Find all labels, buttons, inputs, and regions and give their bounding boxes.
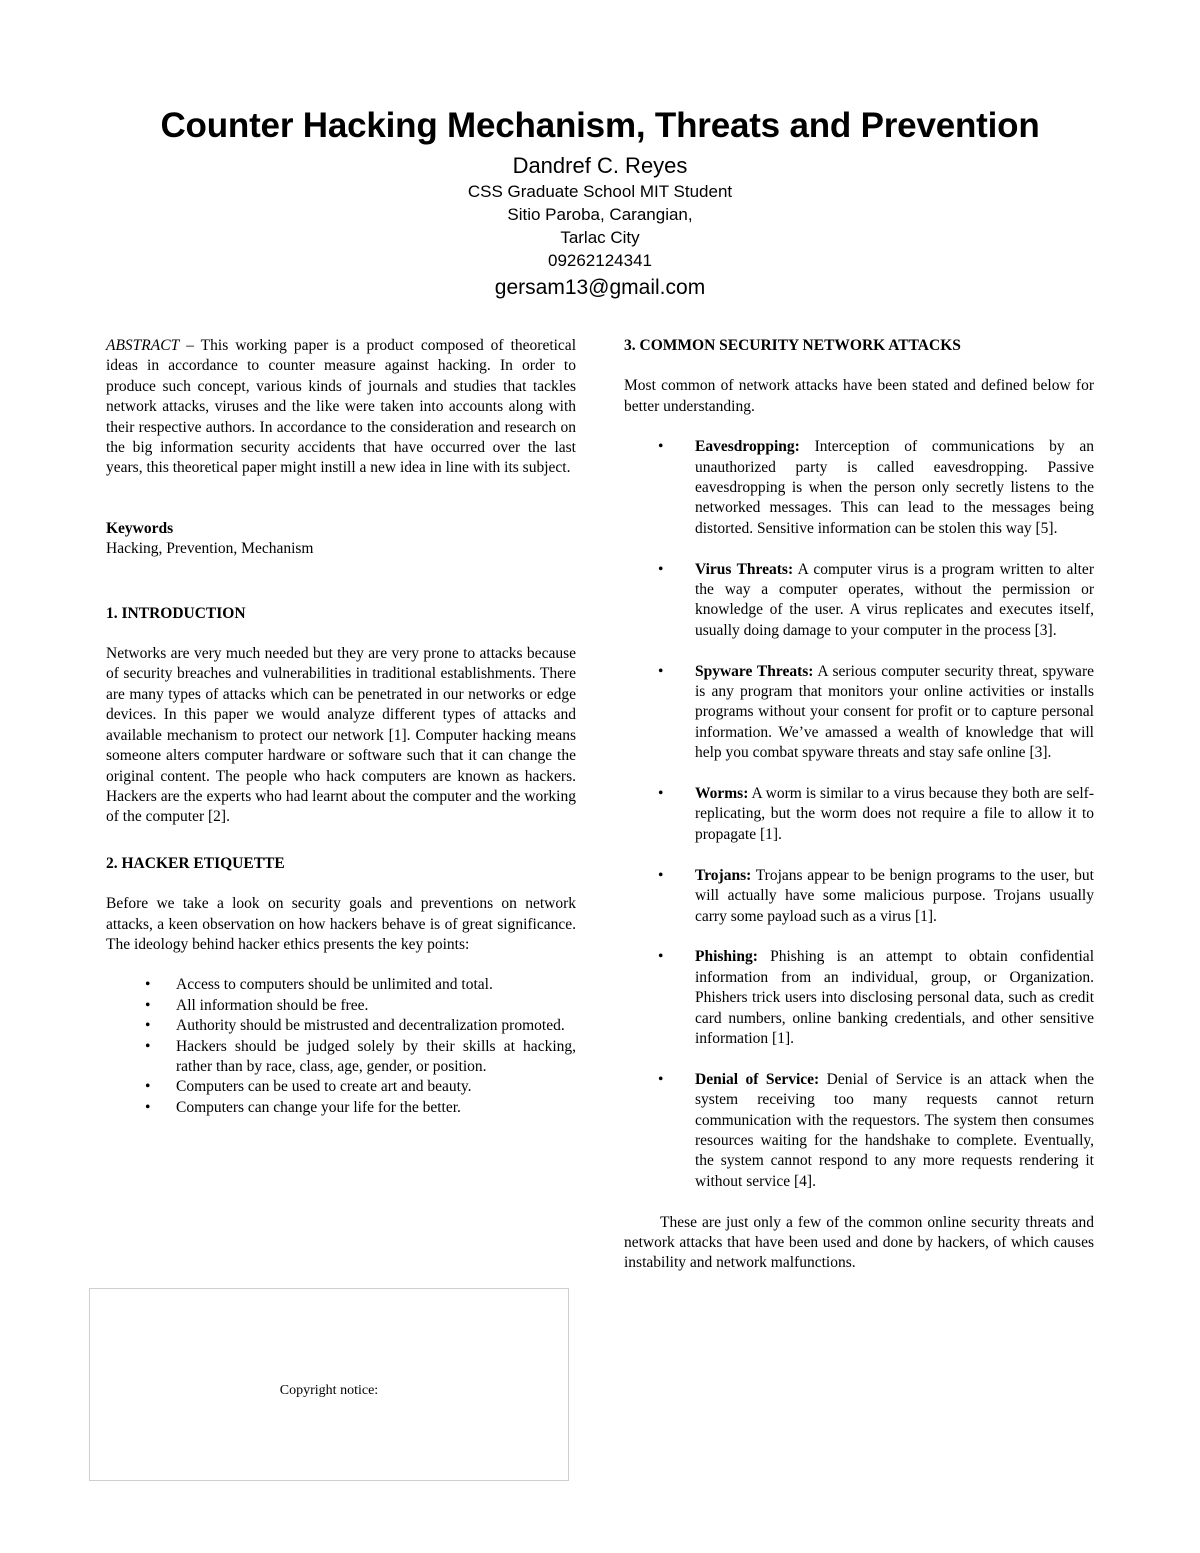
attack-description: A serious computer security threat, spyware is any program that monitors your online activities or installs programs without your consent for profit or to capture personal information. We’ve amassed a wealth of knowledge that will help you combat spyware threats and stay safe online [3]. — [695, 662, 1094, 762]
keywords-heading: Keywords — [106, 519, 174, 537]
list-item — [695, 866, 1094, 927]
section-heading-introduction: 1. INTRODUCTION — [106, 604, 246, 622]
abstract-label: ABSTRACT — [106, 337, 180, 354]
list-item — [695, 1070, 1094, 1192]
copyright-box — [89, 1288, 569, 1481]
attacks-closing: These are just only a few of the common online security threats and network attacks that have been used and done by hackers, of which causes instability and network malfunctions. — [624, 1213, 1094, 1272]
list-item: • Access to computers should be unlimited and total. — [176, 975, 576, 995]
affiliation-line: Tarlac City — [560, 228, 640, 247]
attacks-list — [624, 437, 1094, 1192]
right-column — [624, 336, 1094, 1274]
attack-term: Phishing: — [695, 948, 758, 966]
affiliation-phone: 09262124341 — [547, 251, 652, 270]
keywords-text: Hacking, Prevention, Mechanism — [106, 540, 314, 558]
list-item: • Authority should be mistrusted and decentralization promoted. — [176, 1016, 576, 1036]
etiquette-list — [106, 975, 576, 1118]
section-heading-etiquette: 2. HACKER ETIQUETTE — [106, 854, 285, 872]
list-item: • Computers can be used to create art and beauty. — [176, 1077, 576, 1097]
attack-description: Trojans appear to be benign programs to the user, but will actually have some malicious purpose. Trojans usually carry some payload such as a virus [1]. — [695, 866, 1094, 925]
copyright-notice: Copyright notice: — [279, 1383, 379, 1398]
attack-term: Trojans: — [695, 866, 752, 884]
list-item — [695, 437, 1094, 539]
paper-title: Counter Hacking Mechanism, Threats and Prevention — [160, 106, 1040, 145]
affiliation-line: CSS Graduate School MIT Student — [467, 182, 733, 201]
affiliation-line: Sitio Paroba, Carangian, — [507, 205, 693, 224]
list-item: • All information should be free. — [176, 996, 576, 1016]
list-item — [695, 662, 1094, 764]
left-column — [106, 336, 576, 1118]
abstract-text: – This working paper is a product composed of theoretical ideas in accordance to counter measure against hacking. In order to produce such concept, various kinds of journals and studies that tackles network attacks, viruses and the like were taken into accounts along with their respective authors. In accordance to the consideration and research on the big information security accidents that have occurred over the last years, this theoretical paper might instill a new idea in line with its subject. — [106, 337, 576, 477]
attack-description: Phishing is an attempt to obtain confidential information from an individual, group, or Organization. Phishers trick users into disclosing personal data, such as credit card numbers, online banking credentials, and other sensitive information [1]. — [695, 948, 1094, 1047]
attack-term: Denial of Service: — [695, 1070, 820, 1088]
list-item — [695, 784, 1094, 845]
paper-header — [0, 104, 1200, 302]
attack-description: Interception of communications by an unauthorized party is called eavesdropping. Passive eavesdropping is when the person only secretly listens to the networked messages. This can lead to the messages being distorted. Sensitive information can be stolen this way [5]. — [695, 438, 1094, 537]
attack-term: Virus Threats: — [695, 560, 794, 578]
author-email: gersam13@gmail.com — [494, 276, 706, 299]
attack-description: A worm is similar to a virus because they both are self-replicating, but the worm does not require a file to allow it to propagate [1]. — [695, 785, 1094, 843]
author-name: Dandref C. Reyes — [512, 153, 688, 178]
attack-description: A computer virus is a program written to alter the way a computer operates, without the permission or knowledge of the user. A virus replicates and executes itself, usually doing damage to your computer in the process [3]. — [695, 560, 1094, 639]
attacks-intro: Most common of network attacks have been stated and defined below for better understanding. — [624, 377, 1094, 415]
attack-term: Eavesdropping: — [695, 438, 800, 456]
attack-description: Denial of Service is an attack when the system receiving too many requests cannot return communication with the requestors. The system then consumes resources waiting for the handshake to complete. Eventually, the system cannot respond to any more requests rendering it without service [4]. — [695, 1070, 1095, 1190]
section-heading-attacks: 3. COMMON SECURITY NETWORK ATTACKS — [624, 337, 961, 354]
list-item: • Hackers should be judged solely by their skills at hacking, rather than by race, class, age, gender, or position. — [176, 1037, 576, 1078]
etiquette-text: Before we take a look on security goals and preventions on network attacks, a keen observation on how hackers behave is of great significance. The ideology behind hacker ethics presents the key points: — [106, 895, 576, 953]
attack-term: Spyware Threats: — [695, 662, 814, 680]
list-item — [695, 947, 1094, 1049]
list-item — [695, 560, 1094, 642]
list-item: • Computers can change your life for the better. — [176, 1098, 576, 1118]
introduction-text: Networks are very much needed but they are very prone to attacks because of security breaches and vulnerabilities in traditional establishments. There are many types of attacks which can be penetrated in our networks or edge devices. In this paper we would analyze different types of attacks and available mechanism to protect our network [1]. Computer hacking means someone alters computer hardware or software such that it can change the original content. The people who hack computers are known as hackers. Hackers are the experts who had learnt about the computer and the working of the computer [2]. — [106, 645, 576, 826]
attack-term: Worms: — [695, 785, 749, 803]
abstract — [106, 336, 576, 479]
